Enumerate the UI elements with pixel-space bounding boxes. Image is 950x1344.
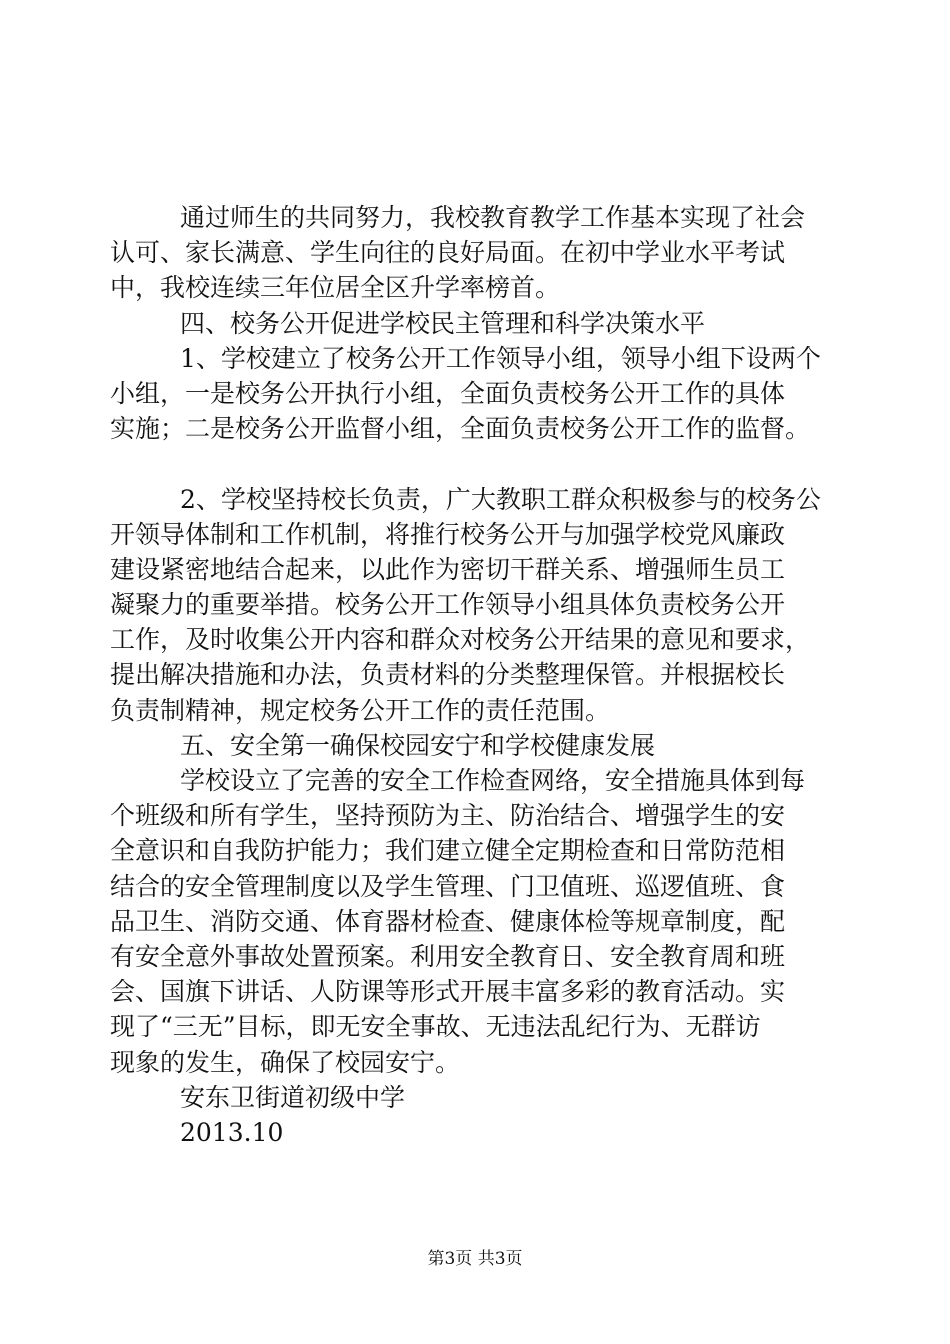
paragraph-line: 通过师生的共同努力，我校教育教学工作基本实现了社会: [180, 203, 806, 232]
date: 2013.10: [180, 1117, 284, 1147]
paragraph-line: 结合的安全管理制度以及学生管理、门卫值班、巡逻值班、食: [110, 871, 786, 901]
paragraph-line: 现象的发生，确保了校园安宁。: [110, 1047, 461, 1077]
paragraph-line: 实施；二是校务公开监督小组，全面负责校务公开工作的监督。: [110, 414, 811, 444]
paragraph-line: 开领导体制和工作机制，将推行校务公开与加强学校党风廉政: [110, 519, 786, 549]
paragraph-line: 凝聚力的重要举措。校务公开工作领导小组具体负责校务公开: [110, 590, 786, 620]
paragraph-line: 个班级和所有学生，坚持预防为主、防治结合、增强学生的安: [110, 801, 786, 831]
paragraph-line: 2、学校坚持校长负责，广大教职工群众积极参与的校务公: [180, 484, 821, 514]
signature: 安东卫街道初级中学: [180, 1082, 406, 1112]
section-heading: 五、安全第一确保校园安宁和学校健康发展: [180, 730, 656, 760]
paragraph-line: 会、国旗下讲话、人防课等形式开展丰富多彩的教育活动。实: [110, 977, 786, 1007]
paragraph-line: 提出解决措施和办法，负责材料的分类整理保管。并根据校长: [110, 660, 786, 690]
paragraph-line: 全意识和自我防护能力；我们建立健全定期检查和日常防范相: [110, 836, 786, 866]
paragraph-line: 中，我校连续三年位居全区升学率榜首。: [110, 273, 561, 303]
paragraph-line: 1、学校建立了校务公开工作领导小组，领导小组下设两个: [180, 343, 821, 373]
paragraph-line: 品卫生、消防交通、体育器材检查、健康体检等规章制度，配: [110, 906, 786, 936]
paragraph-line: 认可、家长满意、学生向往的良好局面。在初中学业水平考试: [110, 238, 786, 268]
paragraph-line: 有安全意外事故处置预案。利用安全教育日、安全教育周和班: [110, 941, 786, 971]
paragraph-line: 学校设立了完善的安全工作检查网络，安全措施具体到每: [180, 766, 806, 795]
section-heading: 四、校务公开促进学校民主管理和科学决策水平: [180, 308, 706, 338]
page-footer: 第3页 共3页: [427, 1249, 523, 1269]
blank-line: [110, 446, 848, 481]
document-body: [110, 200, 848, 1150]
paragraph-line: 小组，一是校务公开执行小组，全面负责校务公开工作的具体: [110, 378, 786, 408]
paragraph-line: 工作，及时收集公开内容和群众对校务公开结果的意见和要求，: [110, 625, 811, 655]
paragraph-line: 负责制精神，规定校务公开工作的责任范围。: [110, 695, 611, 725]
paragraph-line: 现了“三无”目标，即无安全事故、无违法乱纪行为、无群访: [110, 1012, 761, 1042]
paragraph-line: 建设紧密地结合起来，以此作为密切干群关系、增强师生员工: [110, 554, 786, 584]
